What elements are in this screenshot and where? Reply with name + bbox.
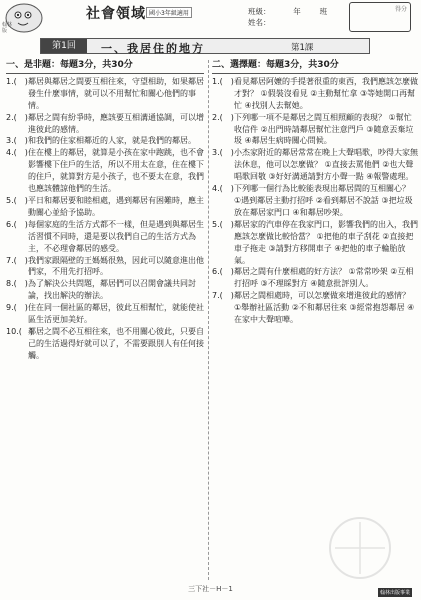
question-text: 為了解決公共問題，鄰居們可以召開會議共同討論，找出解決的辦法。	[28, 279, 196, 301]
question-number: 6.( )	[6, 219, 28, 229]
question-item[interactable]	[6, 76, 204, 112]
score-box[interactable]	[349, 2, 411, 32]
question-item[interactable]	[6, 147, 204, 195]
question-item[interactable]	[212, 219, 418, 267]
question-item[interactable]	[212, 266, 418, 290]
question-text: 鄰居之間有紛爭時，應該要互相溝通協調，可以增進彼此的感情。	[28, 112, 204, 134]
question-number: 3.( )	[6, 136, 28, 146]
question-number: 3.( )	[212, 148, 234, 158]
question-text: 我們家跟隔壁的王媽媽很熟，因此可以隨意進出他們家，不用先打招呼。	[28, 255, 204, 277]
subject-title: 社會領域	[86, 6, 146, 22]
question-text: 下列哪一個行為比較能表現出鄰居間的互相關心？ ①遇到鄰居主動打招呼 ②看到鄰居不說話 ③把垃圾放在鄰居家門口 ④和鄰居吵架。	[234, 184, 413, 217]
question-item[interactable]	[212, 290, 418, 326]
class-label: 班級：	[248, 7, 271, 16]
question-item[interactable]	[6, 135, 204, 147]
question-number: 2.( )	[6, 112, 28, 122]
lesson-title-bar	[40, 38, 370, 54]
publisher-side-tag: 翰林版	[2, 22, 13, 34]
question-text: 平日和鄰居要和睦相處，遇到鄰居有困難時，應主動關心並給予協助。	[28, 195, 204, 217]
question-number: 4.( )	[212, 184, 234, 194]
question-item[interactable]	[6, 326, 204, 362]
question-number: 5.( )	[6, 195, 28, 205]
multiple-choice-heading: 二、選擇題：每題3分，共30分	[212, 60, 418, 74]
question-text: 下列哪一項不是鄰居之間互相照顧的表現？ ①幫忙收信件 ②出門時請鄰居幫忙注意門戶 ③隨意丟棄垃圾 ④鄰居生病時關心問候。	[234, 112, 414, 146]
question-text: 住在樓上的鄰居，就算是小孩在家中跑跳，也不會影響樓下住戶的生活，所以不用太在意，住在樓下的住戶，就算對方是小孩子，也不要太在意，我們也應該體諒他們的生活。	[28, 148, 204, 194]
question-number: 4.( )	[6, 148, 28, 158]
question-item[interactable]	[212, 147, 418, 183]
question-item[interactable]	[212, 112, 418, 148]
question-number: 1.( )	[212, 76, 234, 86]
question-text: 鄰居之間相處時，可以怎麼做來增進彼此的感情？ ①舉辦社區活動 ②不和鄰居往來 ③經常抱怨鄰居 ④在家中大聲喧嘩。	[234, 291, 415, 325]
watermark-icon	[305, 510, 415, 585]
column-divider	[208, 60, 209, 580]
question-number: 10.( )	[6, 326, 33, 336]
question-number: 7.( )	[6, 255, 28, 265]
lesson-number: 第1課	[291, 43, 314, 53]
question-item[interactable]	[6, 278, 204, 302]
question-item[interactable]	[212, 183, 418, 219]
year-label: 年	[293, 7, 301, 16]
question-text: 鄰居家的汽車停在我家門口，影響我們的出入，我們應該怎麼做比較恰當？ ①把他的車子刮花 ②直接把車子拖走 ③請對方移開車子 ④把他的車子輪胎放氣。	[234, 219, 418, 265]
publisher-footer-tag: 翰林出版事業	[380, 590, 411, 596]
ban-label: 班	[319, 7, 328, 16]
question-text: 每個家庭的生活方式都不一樣，但是遇到與鄰居生活習慣不同時，還是要以我們自己的生活方式為主，不必理會鄰居的感受。	[28, 219, 204, 253]
question-text: 鄰居之間有什麼相處的好方法？ ①常常吵架 ②互相打招呼 ③不理睬對方 ④隨意批評別人。	[234, 267, 414, 289]
question-number: 5.( )	[212, 219, 234, 229]
lesson-title: 一、我居住的地方	[101, 42, 205, 55]
question-number: 1.( )	[6, 76, 28, 86]
unit-label: 第1回	[41, 39, 87, 53]
question-text: 和我們的住家相鄰近的人家，就是我們的鄰居。	[28, 136, 196, 146]
question-item[interactable]	[6, 112, 204, 136]
question-text: 鄰居之間不必互相往來，也不用關心彼此，只要自己的生活過得好就可以了，不需要跟別人有任何接觸。	[28, 326, 204, 360]
grade-tag: 國小3年級適用	[146, 7, 192, 18]
score-label: 得分	[394, 6, 407, 13]
true-false-section	[6, 60, 204, 362]
question-item[interactable]	[6, 195, 204, 219]
true-false-heading: 一、是非題：每題3分，共30分	[6, 60, 204, 74]
question-text: 看見鄰居阿嬤的手提著很重的東西，我們應該怎麼做才對？ ①假裝沒看見 ②主動幫忙拿 ③等她開口再幫忙 ④找別人去幫她。	[234, 76, 418, 110]
question-number: 8.( )	[6, 279, 28, 289]
question-item[interactable]	[6, 219, 204, 255]
question-text: 小杰家附近的鄰居常常在晚上大聲唱歌，吵得大家無法休息，他可以怎麼做？ ①直接去罵他們 ②也大聲唱歌回敬 ③好好溝通請對方小聲一點 ④報警處理。	[234, 148, 418, 182]
question-number: 2.( )	[212, 112, 234, 122]
page-footer: 三下社－H－1	[188, 585, 233, 593]
question-item[interactable]	[212, 76, 418, 112]
question-text: 鄰居與鄰居之間要互相往來，守望相助，如果鄰居發生什麼事情，就可以不用幫忙和關心他們的事情。	[28, 76, 204, 110]
question-item[interactable]	[6, 302, 204, 326]
question-number: 6.( )	[212, 267, 234, 277]
student-info	[248, 6, 327, 28]
question-text: 住在同一個社區的鄰居，彼此互相幫忙，就能使社區生活更加美好。	[28, 303, 204, 325]
multiple-choice-section	[212, 60, 418, 326]
question-number: 9.( )	[6, 303, 28, 313]
name-label: 姓名：	[248, 18, 271, 27]
question-number: 7.( )	[212, 291, 234, 301]
question-item[interactable]	[6, 255, 204, 279]
